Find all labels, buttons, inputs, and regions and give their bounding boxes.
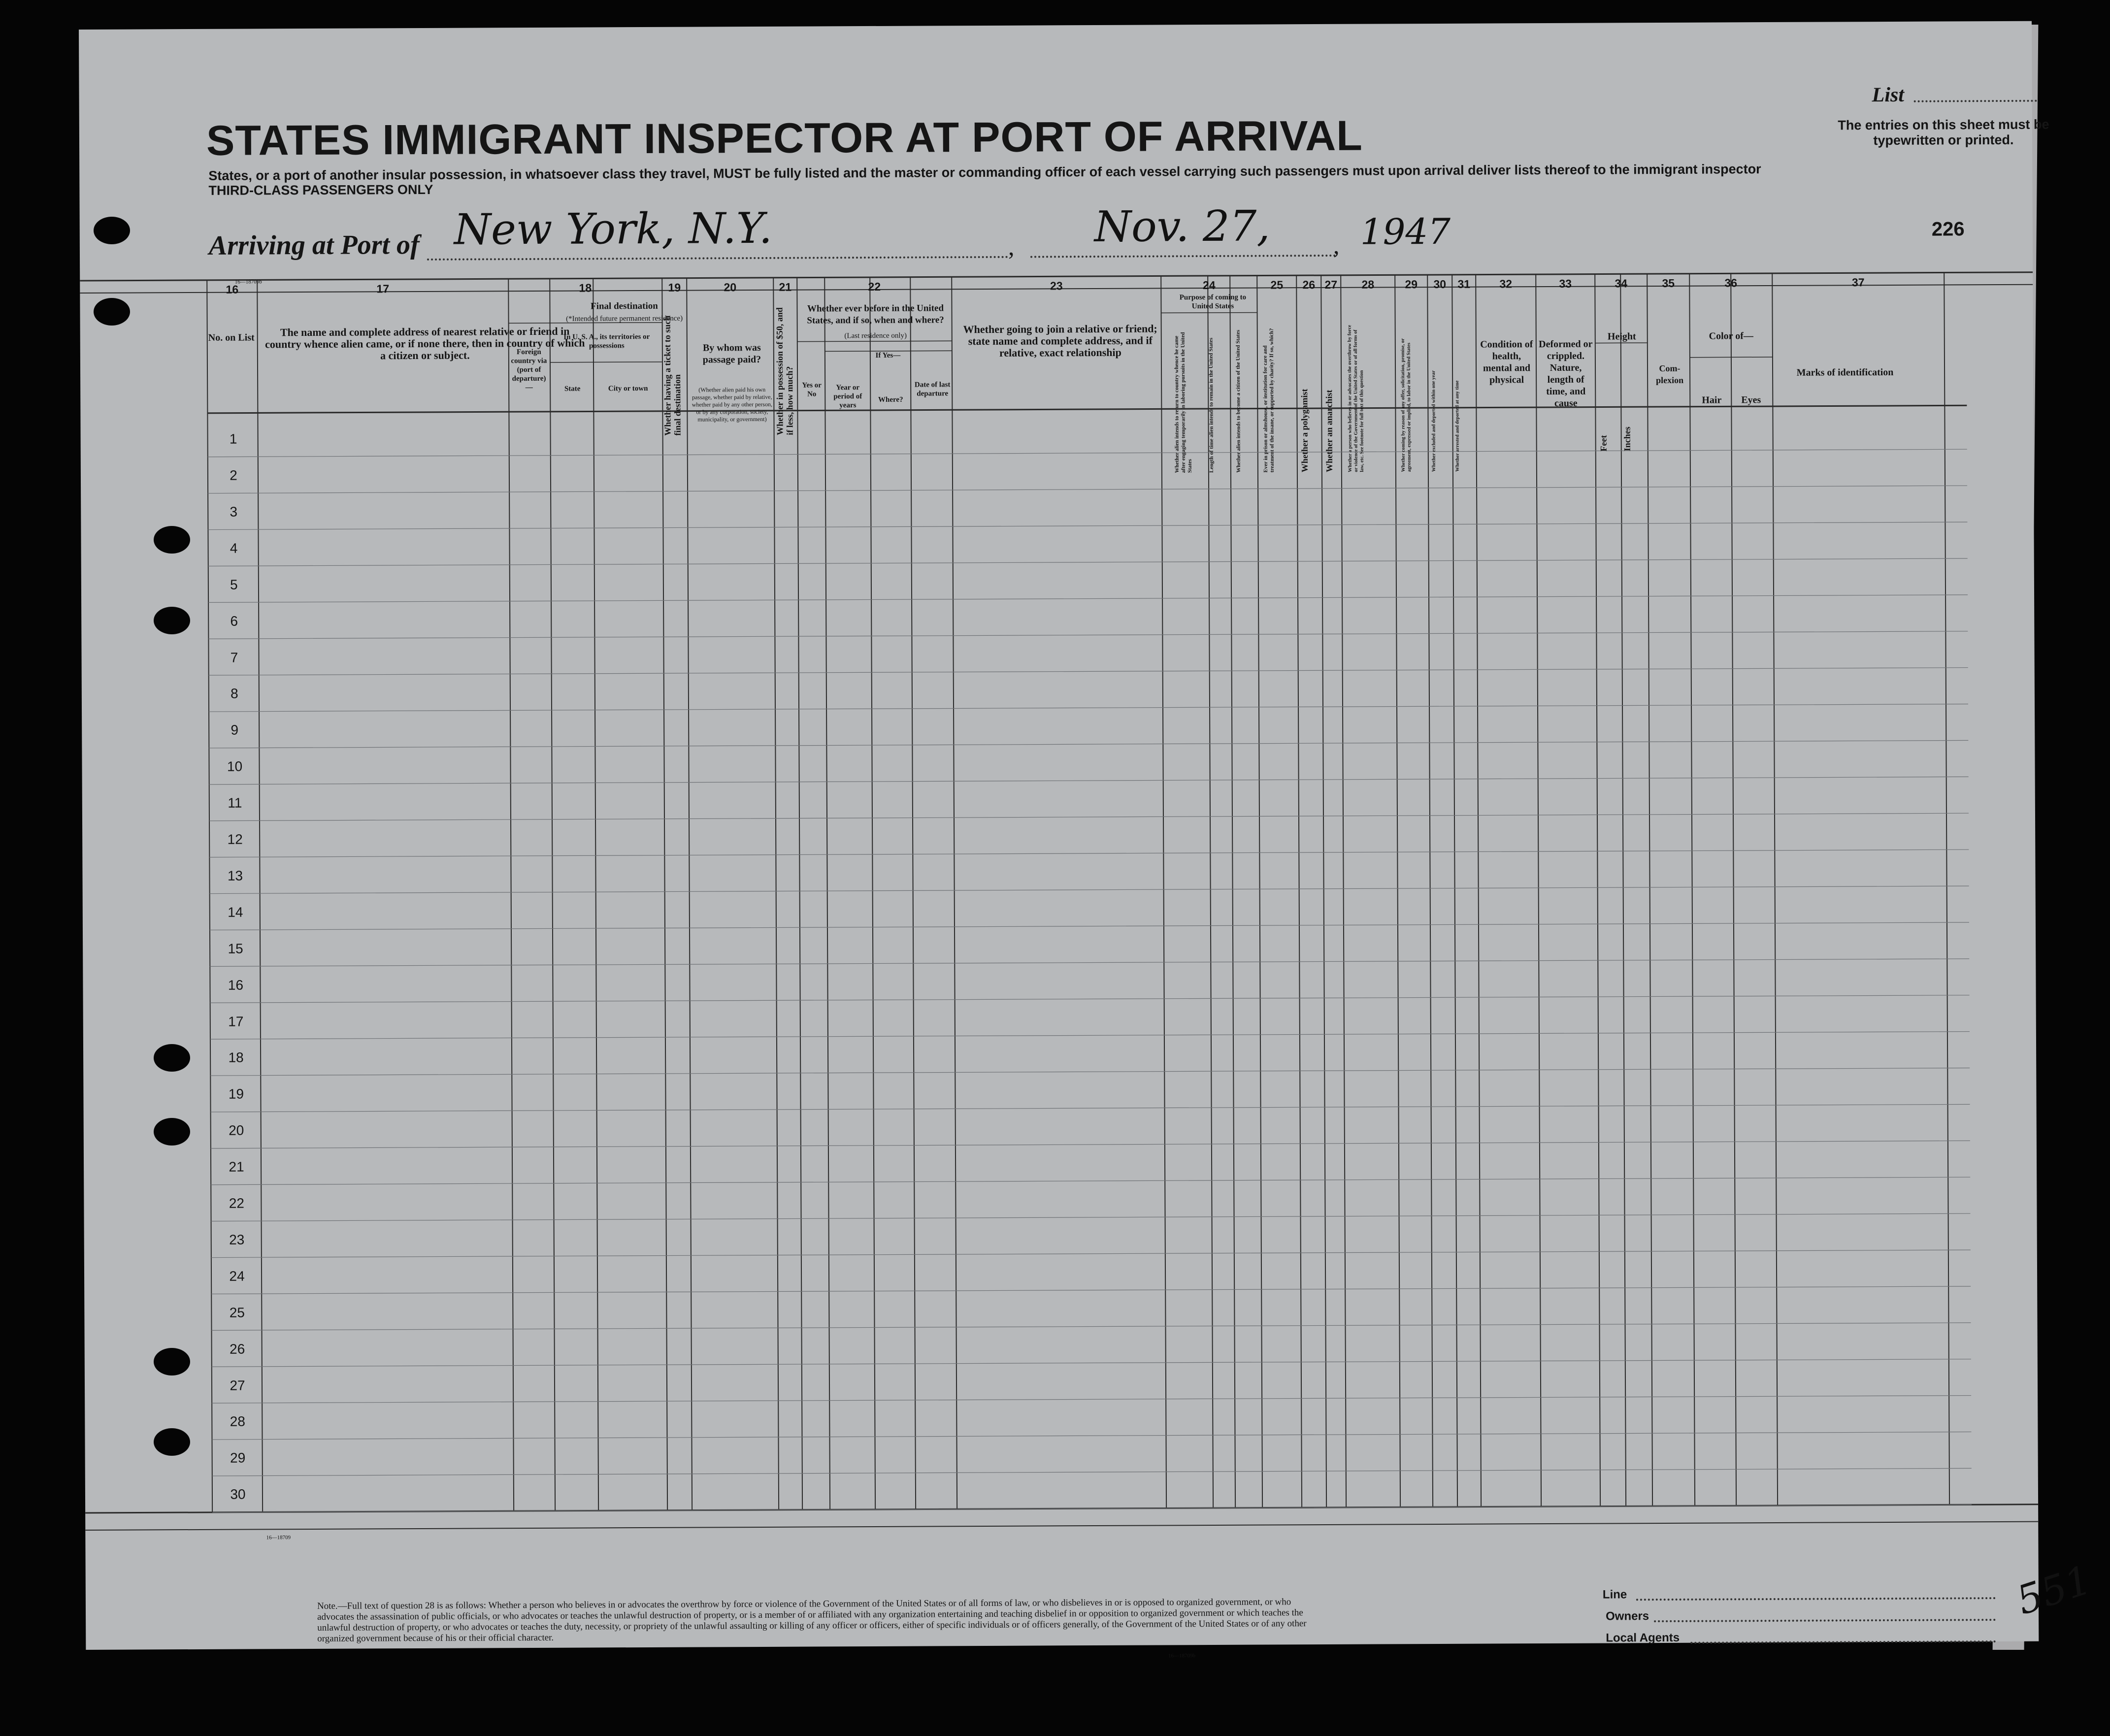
row-number: 28 xyxy=(230,1414,245,1430)
grid-line xyxy=(1944,272,1949,1505)
row-number: 9 xyxy=(231,722,239,738)
row-number: 10 xyxy=(227,758,243,774)
list-label: List xyxy=(1872,83,1905,107)
grid-line xyxy=(209,813,1969,821)
grid-line xyxy=(212,1432,1971,1440)
header-purpose-b: Length of time alien intends to remain in the United States xyxy=(1208,337,1215,473)
local-agents-label: Local Agents xyxy=(1606,1631,1680,1645)
grid-line xyxy=(209,850,1969,857)
header-coming-offer: Whether coming by reason of any offer, solicitation, promise, or agreement, expressed or implied, to labor in the United States xyxy=(1400,338,1412,472)
header-year-period: Year or period of years xyxy=(833,384,862,410)
header-purpose: Purpose of coming to United States xyxy=(1179,293,1247,311)
form-instructions: States, or a port of another insular possession, in whatsoever class they travel, MUST be fully listed and the master or commanding officer of each vessel carrying such passengers must upon arrival deliver lists thereof to the immigrant inspector xyxy=(208,162,1761,183)
row-number: 16 xyxy=(228,977,244,993)
row-number: 21 xyxy=(229,1159,244,1175)
header-in-usa: In U. S. A., its territories or possessions xyxy=(563,332,650,350)
grid-line xyxy=(1595,274,1600,1507)
header-yes-no: Yes or No xyxy=(802,381,822,398)
header-hair: Hair xyxy=(1702,394,1722,406)
punch-hole xyxy=(94,298,130,326)
grid-line xyxy=(85,1522,2038,1530)
punch-hole xyxy=(154,607,190,634)
grid-line xyxy=(210,886,1969,894)
row-number: 7 xyxy=(230,650,238,665)
owners-label: Owners xyxy=(1606,1609,1649,1623)
column-number: 34 xyxy=(1615,277,1628,290)
row-number: 15 xyxy=(228,941,243,956)
grid-line xyxy=(1395,275,1400,1507)
row-number: 13 xyxy=(227,868,243,884)
header-intended-residence: (*Intended future permanent residence) xyxy=(566,314,683,323)
column-number: 20 xyxy=(724,281,737,294)
column-number: 18 xyxy=(579,281,592,295)
grid-line xyxy=(208,595,1968,603)
row-number: 26 xyxy=(230,1341,245,1357)
form-code-bottom: 16—18709 xyxy=(266,1535,291,1541)
header-deformed: Deformed or crippled. Nature, length of time, and cause xyxy=(1539,338,1593,409)
column-number: 23 xyxy=(1050,279,1063,293)
grid-line xyxy=(797,278,802,1510)
line-label: Line xyxy=(1602,1588,1627,1602)
grid-line xyxy=(210,1068,1970,1076)
header-city: City or town xyxy=(608,384,648,393)
grid-line xyxy=(593,278,598,1510)
header-marks: Marks of identification xyxy=(1796,366,1894,378)
header-polygamist: Whether a polygamist xyxy=(1299,389,1310,473)
column-number: 31 xyxy=(1457,277,1471,291)
grid-line xyxy=(508,279,514,1511)
header-prison: Ever in prison or almshouse, or institution for care and treatment of the insane, or supported by charity? If so, which? xyxy=(1262,328,1275,473)
row-number: 19 xyxy=(228,1086,244,1102)
row-number: 11 xyxy=(228,795,242,811)
header-inches: Inches xyxy=(1622,426,1632,452)
grid-line xyxy=(208,631,1968,639)
arriving-label: Arriving at Port of xyxy=(208,229,420,261)
header-passage-paid: By whom was passage paid? xyxy=(702,342,761,365)
sheet-number: 226 xyxy=(1931,218,1965,240)
grid-line xyxy=(1536,274,1541,1507)
column-number: 33 xyxy=(1559,277,1572,290)
column-number: 25 xyxy=(1270,278,1284,292)
row-number: 27 xyxy=(230,1377,245,1393)
port-handwritten: New York, N.Y. xyxy=(454,203,773,255)
margin-annotation: 551 xyxy=(2011,1556,2097,1624)
grid-line xyxy=(211,1104,1970,1112)
grid-line xyxy=(210,1032,1970,1040)
header-nearest-relative: The name and complete address of nearest relative or friend in country whence alien came, or if none there, then in country of which a citizen or subject. xyxy=(265,325,585,362)
grid-line xyxy=(824,277,830,1509)
header-believes: Whether a person who believes in or advocates the overthrow by force or violence of the Government of the United States or of all forms of law, etc. See footnote for full text of this question xyxy=(1347,325,1365,472)
row-number: 29 xyxy=(230,1450,246,1466)
header-color-of: Color of— xyxy=(1709,330,1753,342)
grid-line xyxy=(207,405,1967,413)
punch-hole xyxy=(94,217,130,244)
row-number: 24 xyxy=(229,1268,245,1284)
row-number: 5 xyxy=(230,577,238,592)
header-no-on-list: No. on List xyxy=(208,332,255,343)
column-number: 37 xyxy=(1851,276,1865,289)
header-last-residence: (Last residence only) xyxy=(844,331,907,340)
header-where: Where? xyxy=(878,395,903,404)
header-foreign-country: Foreign country via (port of departure)— xyxy=(511,348,547,392)
header-eyes: Eyes xyxy=(1741,394,1761,406)
column-number: 36 xyxy=(1724,276,1738,290)
header-possession: Whether in possession of $50, and if less, how much? xyxy=(774,307,795,435)
form-code-footer: 16—18709b xyxy=(1168,1653,1195,1659)
row-number: 8 xyxy=(231,686,238,702)
header-height: Height xyxy=(1607,331,1636,342)
column-number: 32 xyxy=(1499,277,1513,291)
header-before-in-us: Whether ever before in the United States, and if so, when and where? xyxy=(807,303,944,326)
header-final-destination: Final destination xyxy=(591,300,658,312)
grid-line xyxy=(211,1286,1971,1294)
punch-hole xyxy=(154,1428,190,1456)
row-number: 3 xyxy=(230,504,238,520)
column-number: 21 xyxy=(779,280,792,294)
row-number: 25 xyxy=(229,1305,245,1320)
footnote: Note.—Full text of question 28 is as follows: Whether a person who believes in or advocates the overthrow by force or violence of the Government of the United States or of all forms of law, or who disbelieves in or is opposed to organized government, or who advocates the assassination of public officials, or who advocates or teaches the unlawful destruction of property, or is a member of or affiliated with any organization entertaining and teaching disbelief in or opposition to organized government or which teaches the unlawful destruction of property, or who advocates or teaches the duty, necessity, or propriety of the unlawful assaulting or killing of any officer or officers, either of specific individuals or of officers generally, of the Government of the United States or of any other organized government because of his or their official character. xyxy=(317,1597,1307,1644)
grid-line xyxy=(209,777,1969,785)
header-last-departure: Date of last departure xyxy=(914,381,951,398)
column-number: 30 xyxy=(1433,277,1447,291)
punch-hole xyxy=(154,1348,190,1376)
grid-line xyxy=(207,280,212,1512)
grid-line xyxy=(1476,275,1481,1507)
column-number: 29 xyxy=(1405,278,1418,291)
grid-line xyxy=(550,279,555,1511)
grid-line xyxy=(1689,274,1695,1506)
date-handwritten: Nov. 27, xyxy=(1094,201,1270,252)
column-number: 26 xyxy=(1302,278,1316,292)
row-number: 18 xyxy=(228,1050,244,1066)
grid-line xyxy=(208,558,1968,566)
grid-line xyxy=(209,704,1968,712)
grid-line xyxy=(212,1323,1971,1331)
header-arrested: Whether arrested and deported at any time xyxy=(1454,380,1460,472)
grid-line xyxy=(1690,357,1773,358)
row-number: 1 xyxy=(229,431,237,447)
row-number: 14 xyxy=(228,904,243,920)
grid-line xyxy=(1620,274,1626,1506)
punch-hole xyxy=(154,1044,190,1072)
grid-line xyxy=(1772,273,1778,1506)
grid-line xyxy=(212,1505,1972,1512)
grid-line xyxy=(209,668,1968,676)
grid-line xyxy=(1731,273,1736,1506)
form-code-top: 16—18709b xyxy=(234,279,262,285)
header-join-relative: Whether going to join a relative or friend; state name and complete address, and if relative, exact relationship xyxy=(963,322,1157,359)
grid-line xyxy=(209,740,1968,748)
header-purpose-a: Whether alien intends to return to country whence he came after engaging temporarily in laboring pursuits in the United States xyxy=(1173,332,1193,473)
grid-line xyxy=(1647,274,1652,1506)
header-excluded: Whether excluded and deported within one year xyxy=(1431,370,1437,472)
grid-line xyxy=(870,277,875,1509)
grid-line xyxy=(211,1177,1970,1185)
typewritten-note: The entries on this sheet must be typewritten or printed. xyxy=(1838,117,2049,148)
header-state: State xyxy=(564,385,581,393)
comma: , xyxy=(1333,231,1340,259)
column-number: 17 xyxy=(376,282,390,295)
column-number: 27 xyxy=(1324,278,1338,291)
row-number: 22 xyxy=(229,1195,245,1211)
row-number: 6 xyxy=(230,613,238,629)
header-health: Condition of health, mental and physical xyxy=(1480,339,1533,386)
grid-line xyxy=(210,959,1969,967)
grid-line xyxy=(662,278,667,1510)
row-number: 20 xyxy=(229,1122,244,1138)
row-number: 23 xyxy=(229,1232,245,1247)
comma: , xyxy=(1008,232,1015,261)
grid-line xyxy=(208,486,1967,493)
grid-line xyxy=(211,1250,1971,1258)
grid-line xyxy=(210,922,1969,930)
column-number: 22 xyxy=(868,280,881,294)
header-ticket: Whether having a ticket to such final destination xyxy=(662,315,683,436)
punch-hole xyxy=(154,526,190,554)
header-if-yes: If Yes— xyxy=(875,351,901,360)
grid-line xyxy=(211,1141,1970,1148)
row-number: 4 xyxy=(230,540,238,556)
grid-line xyxy=(212,1359,1971,1367)
grid-line xyxy=(1257,276,1262,1508)
grid-line xyxy=(211,1213,1971,1221)
grid-line xyxy=(910,277,916,1509)
row-number: 30 xyxy=(230,1486,246,1502)
grid-line xyxy=(1161,276,1166,1508)
grid-line xyxy=(208,449,1967,457)
manifest-sheet xyxy=(79,21,2097,1659)
grid-line xyxy=(1341,275,1346,1507)
header-purpose-c: Whether alien intends to become a citizen of the United States xyxy=(1235,329,1242,473)
row-number: 2 xyxy=(230,467,237,483)
grid-line xyxy=(212,1396,1971,1404)
form-title: STATES IMMIGRANT INSPECTOR AT PORT OF ARRIVAL xyxy=(206,112,1363,164)
row-number: 12 xyxy=(227,831,243,847)
punch-hole xyxy=(154,1118,190,1146)
grid-line xyxy=(257,280,263,1512)
header-anarchist: Whether an anarchist xyxy=(1324,390,1334,472)
grid-line xyxy=(773,278,779,1510)
header-feet: Feet xyxy=(1598,435,1609,452)
grid-line xyxy=(952,277,957,1509)
grid-line xyxy=(212,1468,1972,1476)
manifest-grid xyxy=(79,21,2039,1650)
passenger-class: THIRD-CLASS PASSENGERS ONLY xyxy=(208,182,433,198)
column-number: 16 xyxy=(226,283,239,296)
grid-line xyxy=(210,995,1970,1003)
row-number: 17 xyxy=(228,1014,244,1029)
column-number: 28 xyxy=(1361,278,1375,291)
header-complexion: Com-plexion xyxy=(1656,363,1684,386)
year-handwritten: 1947 xyxy=(1360,210,1451,253)
header-passage-note: (Whether alien paid his own passage, whether paid by relative, whether paid by any other person, or by any corporation, society, municipality, or government) xyxy=(692,386,773,423)
column-number: 19 xyxy=(668,281,681,294)
column-number: 35 xyxy=(1662,276,1675,290)
grid-line xyxy=(687,278,692,1510)
grid-line xyxy=(208,522,1967,530)
column-number: 24 xyxy=(1202,278,1216,292)
